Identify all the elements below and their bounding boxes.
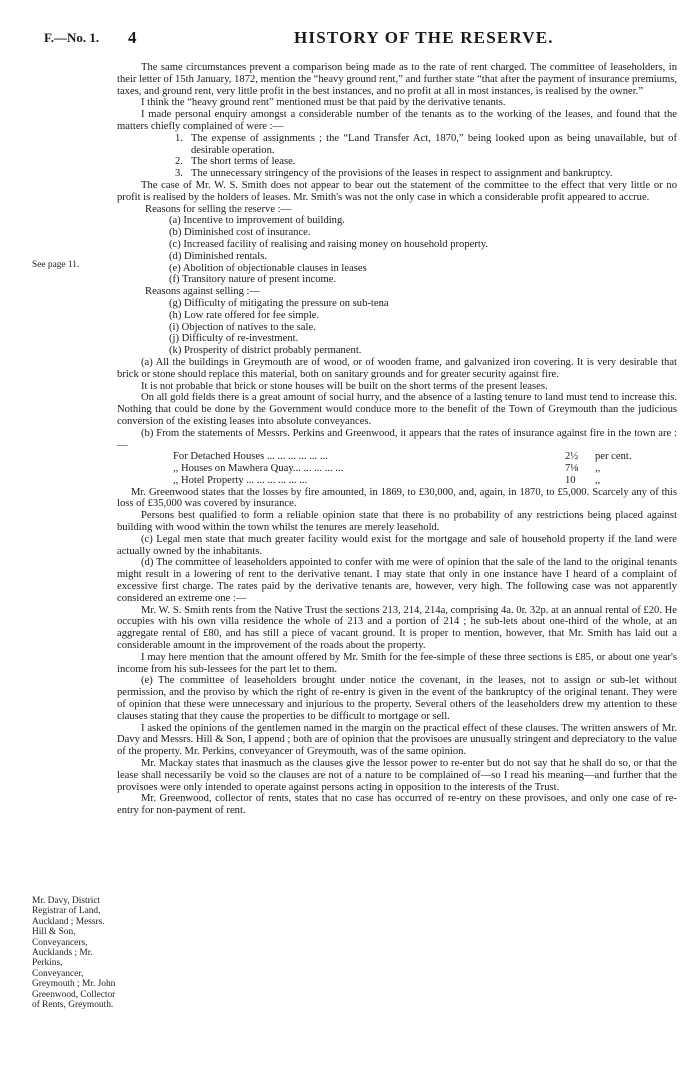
page-header <box>0 28 700 52</box>
paragraph: Mr. W. S. Smith rents from the Native Trust the sections 213, 214, 214a, comprising 4a. 0r. 32p. at an annual rental of £20. He occupies with his own villa residence the whole of 213 and a portion of 214 ; he sub-lets about one-third of the whole, at an aggregate rental of £80, and has still a piece of vacant ground. It is proper to mention, however, that Mr. Smith has laid out a considerable amount in the improvement of the roads about the property. <box>117 604 677 652</box>
reasons-for-heading: Reasons for selling the reserve :— <box>145 203 292 215</box>
list-item: (j) Difficulty of re-investment. <box>169 333 299 345</box>
list-item: (h) Low rate offered for fee simple. <box>169 309 320 321</box>
list-item: (k) Prosperity of district probably permanent. <box>169 345 362 357</box>
paragraph: Persons best qualified to form a reliable opinion state that there is no probability of any restrictions being placed against building with wood within the town whilst the tenures are merely leasehold. <box>117 510 677 534</box>
page-number: 4 <box>128 28 137 47</box>
paragraph: It is not probable that brick or stone houses will be built on the short terms of the present leases. <box>141 380 548 392</box>
list-item: 2. The short terms of lease. <box>175 156 296 168</box>
complaints-list <box>117 133 677 180</box>
document-reference: F.—No. 1. <box>44 30 100 45</box>
paragraph: On all gold fields there is a great amount of social hurry, and the absence of a lasting tenure to land must tend to increase this. Nothing that could be done by the Government would conduce more to the benefit of the Town of Greymouth than the judicious conversion of the existing leases into absolute conveyances. <box>117 392 677 427</box>
list-item: (a) Incentive to improvement of building. <box>169 215 345 227</box>
list-item: (e) Abolition of objectionable clauses in leases <box>169 262 367 274</box>
reasons-against-list <box>117 298 677 357</box>
paragraph: (e) The committee of leaseholders brought under notice the covenant, in the leases, not to assign or sub-let without permission, and the proviso by which the right of re-entry is given in the event of the bankruptcy of the original tenant. They were of opinion that these were unnecessary and injurious to the property. Several others of the leaseholders drew my attention to these clauses stating that they cause the properties to be difficult to mortgage or sell. <box>117 675 677 722</box>
list-item: (f) Transitory nature of present income. <box>169 274 337 286</box>
paragraph: Mr. Mackay states that inasmuch as the clauses give the lessor power to re-enter but do not say that he shall do so, or that the lease shall necessarily be void so the clauses are not of a nature to be complained of—so I read his meaning—and further that the provisoes were only intended to operate against persons acting in opposition to the interests of the Trust. <box>117 758 677 793</box>
reasons-for-list <box>117 215 677 286</box>
paragraph: I think the “heavy ground rent” mentioned must be that paid by the derivative tenants. <box>141 97 506 109</box>
page-title: HISTORY OF THE RESERVE. <box>294 28 554 47</box>
paragraph: Mr. Greenwood, collector of rents, states that no case has occurred of re-entry on these provisoes, and only one case of re-entry for non-payment of rent. <box>117 793 677 817</box>
table-row: ,, Houses on Mawhera Quay... ... ... ... ... 7⅛ ,, <box>173 463 601 475</box>
paragraph: (b) From the statements of Messrs. Perkins and Greenwood, it appears that the rates of insurance against fire in the town are :— <box>117 427 677 451</box>
list-item: (c) Increased facility of realising and raising money on household property. <box>169 238 489 250</box>
margin-note-persons: Mr. Davy, District Registrar of Land, Auckland ; Messrs. Hill & Son, Conveyancers, Aucklands ; Mr. Perkins, Conveyancer, Greymouth ; Mr. John Greenwood, Collector of Rents, Greymouth. <box>32 896 116 1011</box>
insurance-rates-table <box>117 451 677 486</box>
list-item: (d) Diminished rentals. <box>169 250 267 262</box>
paragraph: (c) Legal men state that much greater facility would exist for the mortgage and sale of household property if the land were actually owned by the inhabitants. <box>117 533 677 557</box>
paragraph: (a) All the buildings in Greymouth are of wood, or of wooden frame, and galvanized iron covering. It is very desirable that brick or stone should replace this material, both on sanitary grounds and for greater security against fire. <box>117 356 677 380</box>
paragraph: I may here mention that the amount offered by Mr. Smith for the fee-simple of these three sections is £85, or about one year's income from his sub-lessees for the part let to them. <box>117 651 677 675</box>
paragraph: Mr. Greenwood states that the losses by fire amounted, in 1869, to £30,000, and, again, in 1870, to £5,000. Scarcely any of this loss of £35,000 was covered by insurance. <box>117 486 677 510</box>
paragraph: The case of Mr. W. S. Smith does not appear to bear out the statement of the committee to the effect that very little or no profit is realised by the holders of leases. Mr. Smith's was not the only case in which a considerable profit appeared to accrue. <box>117 179 677 203</box>
table-row: ,, Hotel Property ... ... ... ... ... ... 10 ,, <box>173 474 601 486</box>
reasons-against-heading: Reasons against selling :— <box>145 286 261 298</box>
list-item: (i) Objection of natives to the sale. <box>169 321 316 333</box>
list-item: (b) Diminished cost of insurance. <box>169 227 311 239</box>
list-item: (g) Difficulty of mitigating the pressure on sub-tena <box>169 297 389 309</box>
list-item: 1. The expense of assignments ; the “Land Transfer Act, 1870,” being looked upon as being unavailable, but of desirable operation. <box>175 132 677 156</box>
paragraph: I asked the opinions of the gentlemen named in the margin on the practical effect of these clauses. The written answers of Mr. Davy and Messrs. Hill & Son, I append ; both are of opinion that the provisoes are unusually stringent and depreciatory to the value of the property. Mr. Perkins, conveyancer of Greymouth, was of the same opinion. <box>117 722 677 758</box>
paragraph: (d) The committee of leaseholders appointed to confer with me were of opinion that the sale of the land to the original tenants might result in a lowering of rent to the derivative tenant. I may state that only in one instance have I heard of a complaint of excessive first charge. The rates paid by the derivative tenants are, however, very high. The following case was not apparently considered an extreme one :— <box>117 557 677 604</box>
paragraph: The same circumstances prevent a comparison being made as to the rate of rent charged. The committee of leaseholders, in their letter of 15th January, 1872, mention the “heavy ground rent,” and further state “that after the payment of insurance premiums, taxes, and ground rent, very little profit in the best instances, and no profit at all in most instances, is realised by the owner.” <box>117 62 677 97</box>
list-item: 3. The unnecessary stringency of the provisions of the leases in respect to assignment and bankruptcy. <box>175 168 613 180</box>
body-text <box>117 62 677 817</box>
paragraph: I made personal enquiry amongst a considerable number of the tenants as to the working of the leases, and found that the matters chiefly complained of were :— <box>117 109 677 132</box>
table-row: For Detached Houses ... ... ... ... ... ... 2½ per cent. <box>173 451 632 463</box>
margin-note-see-page: See page 11. <box>32 260 80 270</box>
